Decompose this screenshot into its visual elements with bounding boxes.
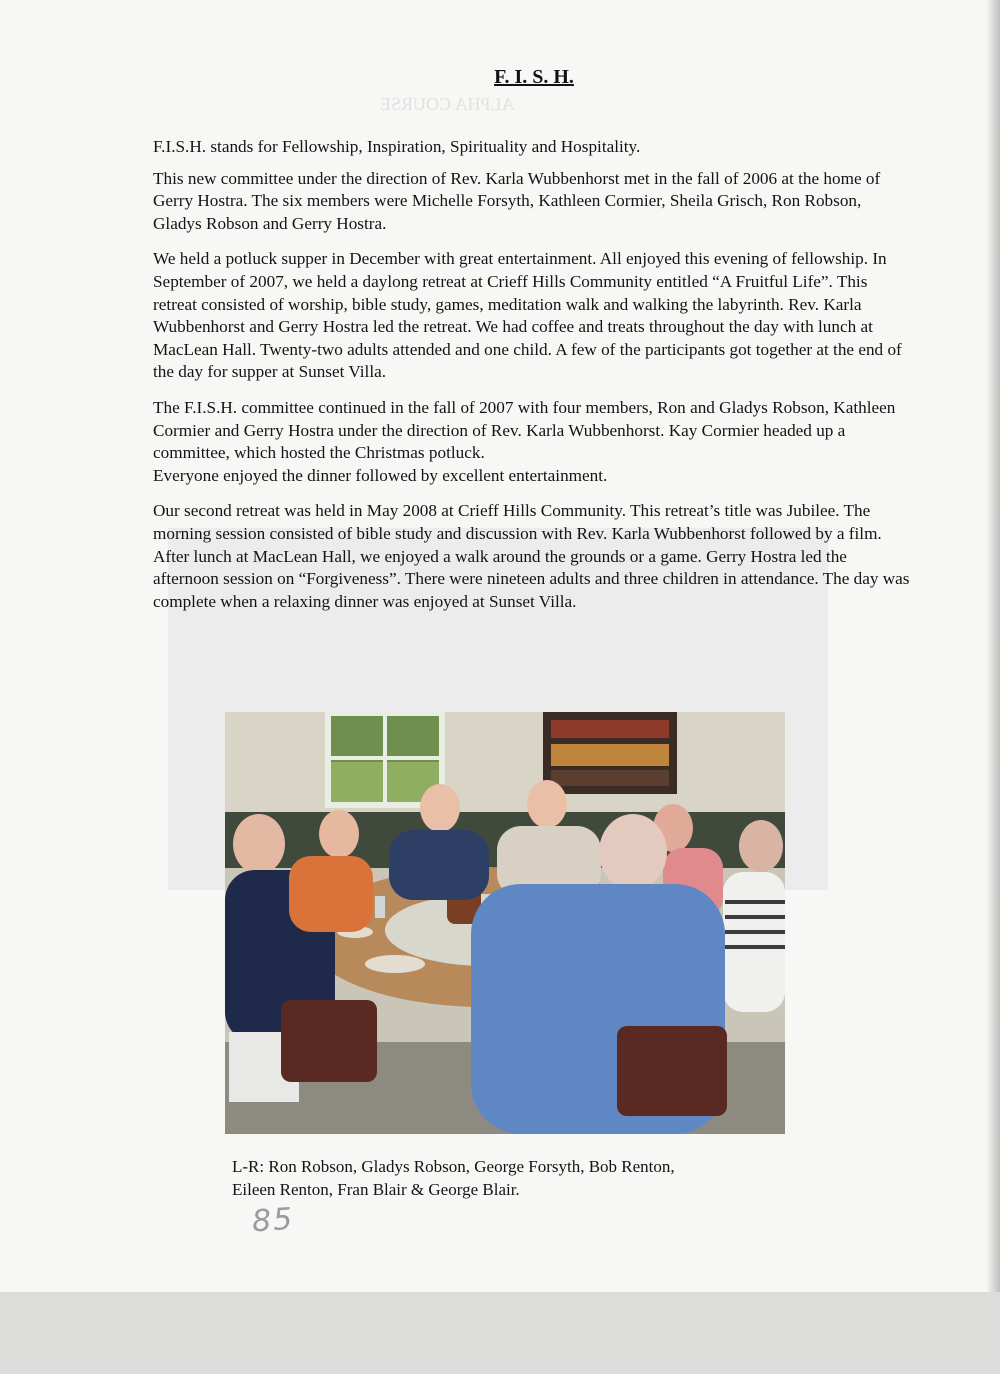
paragraph-second-retreat: Our second retreat was held in May 2008 at Crieff Hills Community. This retreat’s title was Jubilee. The morning session consisted of bible study and discussion with Rev. Karla Wubbenhorst followed by a film. After lunch at MacLean Hall, we enjoyed a walk around the grounds or a game. Gerry Hostra led the afternoon session on “Forgiveness”. There were nineteen adults and three children in attendance. The day was complete when a relaxing dinner was enjoyed at Sunset Villa. bbox=[153, 501, 910, 611]
photo-caption bbox=[232, 1155, 792, 1201]
paragraph-potluck-retreat: We held a potluck supper in December with great entertainment. All enjoyed this evening of fellowship. In September of 2007, we held a daylong retreat at Crieff Hills Community entitled “A Fruitful Life”. This retreat consisted of worship, bible study, games, meditation walk and walking the labyrinth. Rev. Karla Wubbenhorst and Gerry Hostra led the retreat. We had coffee and treats throughout the day with lunch at MacLean Hall. Twenty-two adults attended and one child. A few of the participants got together at the end of the day for supper at Sunset Villa. bbox=[153, 249, 902, 382]
caption-line-2: Eileen Renton, Fran Blair & George Blair. bbox=[232, 1180, 520, 1199]
handwritten-page-number: 85 bbox=[250, 1201, 296, 1240]
scanner-bed bbox=[0, 1292, 1000, 1374]
paragraph-intro: F.I.S.H. stands for Fellowship, Inspiration, Spirituality and Hospitality. bbox=[153, 137, 641, 156]
bleed-through-heading: ALPHA COURSE bbox=[380, 94, 515, 114]
group-photo bbox=[225, 712, 785, 1134]
paragraph-continued: The F.I.S.H. committee continued in the fall of 2007 with four members, Ron and Gladys Robson, Kathleen Cormier and Gerry Hostra under the direction of Rev. Karla Wubbenhorst. Kay Cormier headed up a committee, which hosted the Christmas potluck. bbox=[153, 397, 896, 463]
caption-line-1: L-R: Ron Robson, Gladys Robson, George Forsyth, Bob Renton, bbox=[232, 1157, 675, 1176]
paragraph-dinner: Everyone enjoyed the dinner followed by excellent entertainment. bbox=[153, 465, 608, 485]
document-body bbox=[153, 136, 913, 613]
page-title: F. I. S. H. bbox=[494, 66, 574, 88]
page-edge-shadow bbox=[986, 0, 1000, 1292]
paragraph-committee: This new committee under the direction of Rev. Karla Wubbenhorst met in the fall of 2006 at the home of Gerry Hostra. The six members were Michelle Forsyth, Kathleen Cormier, Sheila Grisch, Ron Robson, Gladys Robson and Gerry Hostra. bbox=[153, 168, 881, 233]
